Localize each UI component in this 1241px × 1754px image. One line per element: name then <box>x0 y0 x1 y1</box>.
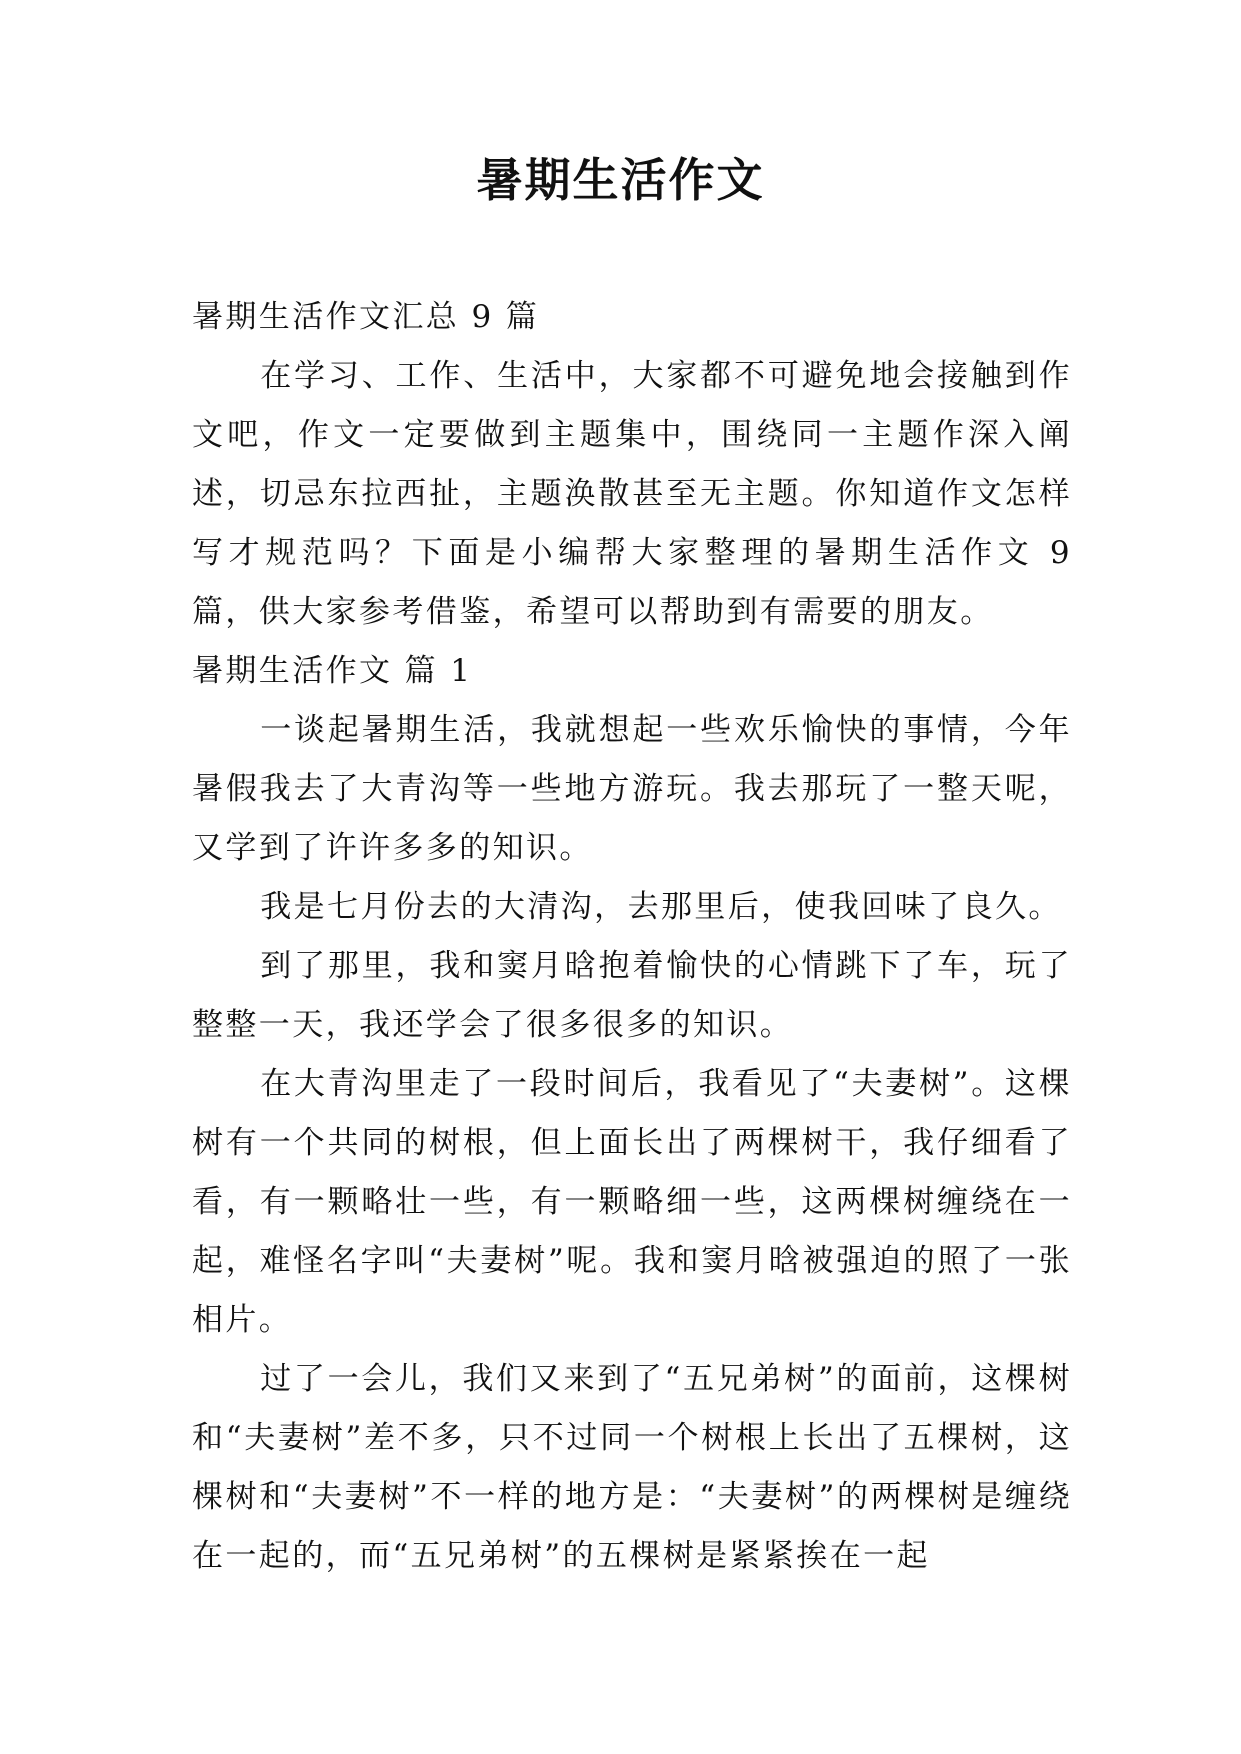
section-heading: 暑期生活作文 篇 1 <box>192 653 473 689</box>
essay-paragraph-5: 过了一会儿，我们又来到了“五兄弟树”的面前，这棵树和“夫妻树”差不多，只不过同一个树根上长出了五棵树，这棵树和“夫妻树”不一样的地方是：“夫妻树”的两棵树是缠绕在一起的，而“五兄弟树”的五棵树是紧紧挨在一起 <box>192 1361 1072 1574</box>
document-subtitle: 暑期生活作文汇总 9 篇 <box>192 299 540 335</box>
document-body <box>192 288 1072 1586</box>
essay-paragraph-3: 到了那里，我和窦月晗抱着愉快的心情跳下了车，玩了整整一天，我还学会了很多很多的知识。 <box>192 948 1072 1043</box>
essay-paragraph-4: 在大青沟里走了一段时间后，我看见了“夫妻树”。这棵树有一个共同的树根，但上面长出了两棵树干，我仔细看了看，有一颗略壮一些，有一颗略细一些，这两棵树缠绕在一起，难怪名字叫“夫妻树”呢。我和窦月晗被强迫的照了一张相片。 <box>192 1066 1072 1338</box>
intro-paragraph: 在学习、工作、生活中，大家都不可避免地会接触到作文吧，作文一定要做到主题集中，围绕同一主题作深入阐述，切忌东拉西扯，主题涣散甚至无主题。你知道作文怎样写才规范吗？下面是小编帮大家整理的暑期生活作文 9 篇，供大家参考借鉴，希望可以帮助到有需要的朋友。 <box>192 358 1072 630</box>
essay-paragraph-1: 一谈起暑期生活，我就想起一些欢乐愉快的事情，今年暑假我去了大青沟等一些地方游玩。我去那玩了一整天呢，又学到了许许多多的知识。 <box>192 712 1072 866</box>
essay-paragraph-2: 我是七月份去的大清沟，去那里后，使我回味了良久。 <box>260 889 1062 925</box>
document-title: 暑期生活作文 <box>476 153 765 207</box>
